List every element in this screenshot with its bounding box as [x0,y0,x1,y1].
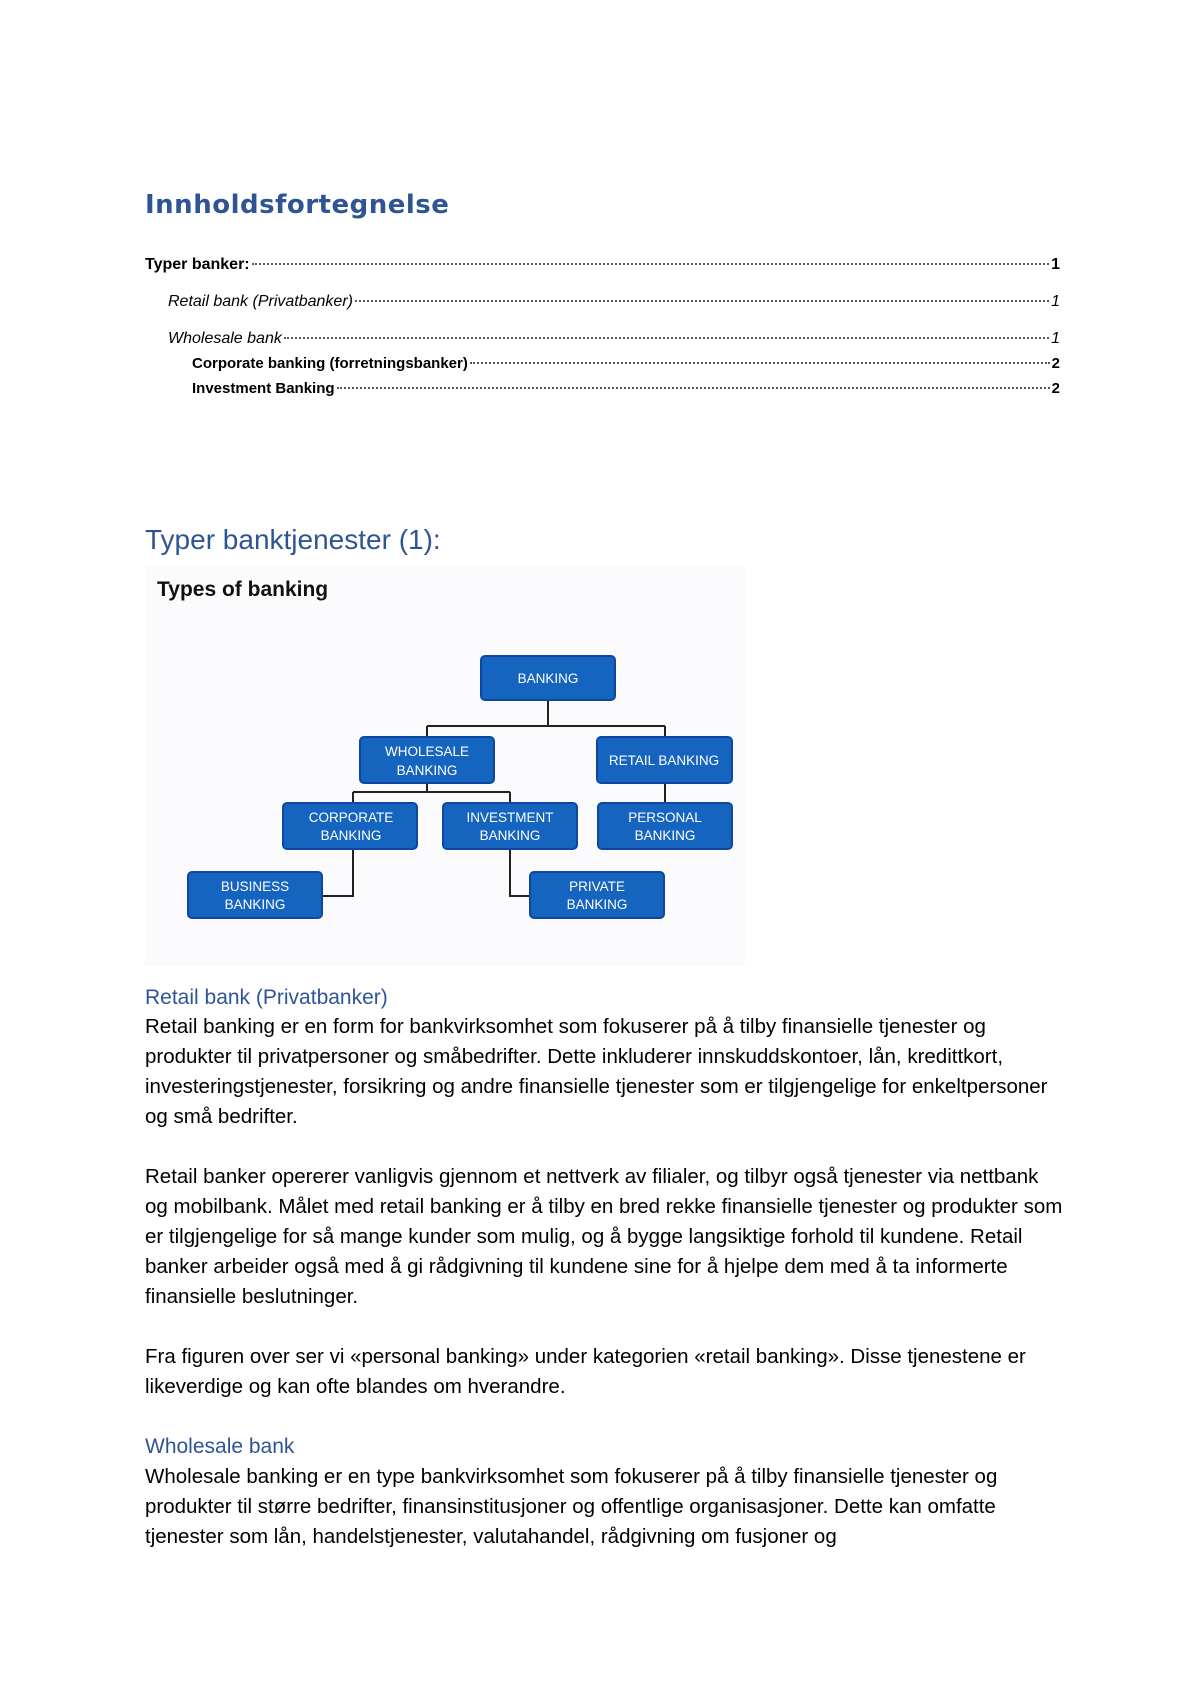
toc-entry-page: 1 [1051,256,1060,273]
node-investment-banking [443,803,577,849]
node-wholesale-banking [360,737,494,783]
node-business-banking [188,872,322,918]
toc-leader-dots [470,362,1050,364]
retail-paragraph-3: Fra figuren over ser vi «personal banking» under kategorien «retail banking». Disse tjenestene er likeverdige og kan ofte blandes om hverandre. [145,1345,1026,1398]
node-private-label-line1: PRIVATE [569,879,625,894]
node-wholesale-label-line2: BANKING [396,763,458,778]
toc-entry-page: 1 [1051,293,1060,310]
connector-corporate [320,850,353,896]
node-personal-label-line2: BANKING [634,828,696,843]
connector-banking [427,698,665,736]
node-investment-label-line1: INVESTMENT [466,810,554,825]
node-private-banking [530,872,664,918]
types-of-banking-figure [145,566,745,966]
node-corporate-label-line1: CORPORATE [308,810,394,825]
connector-lines [320,698,665,896]
toc-entry-title: Corporate banking (forretningsbanker) [192,355,468,372]
toc-leader-dots [252,263,1049,265]
toc-entry-page: 2 [1051,380,1060,397]
toc-entry-page: 2 [1051,355,1060,372]
toc-heading: Innholdsfortegnelse [145,190,450,220]
toc-entry-corporate-banking[interactable] [192,355,1060,372]
banking-hierarchy-diagram [145,566,745,966]
node-corporate-banking [283,803,417,849]
section-heading-typer-banktjenester: Typer banktjenester (1): [145,524,441,555]
toc-entry-page: 1 [1051,330,1060,347]
node-banking-label: BANKING [517,671,579,686]
toc-entry-title: Typer banker: [145,256,250,273]
figure-title: Types of banking [157,578,329,601]
toc-entry-wholesale-bank[interactable] [168,330,1060,348]
heading-retail-bank: Retail bank (Privatbanker) [145,986,388,1009]
node-retail-banking [597,737,732,783]
node-personal-label-line1: PERSONAL [628,810,702,825]
connector-investment [510,850,530,896]
toc-leader-dots [284,337,1049,339]
node-retail-label: RETAIL BANKING [608,753,720,768]
node-private-label-line2: BANKING [566,897,628,912]
node-banking [481,656,615,700]
node-corporate-label-line2: BANKING [320,828,382,843]
wholesale-paragraph-1: Wholesale banking er en type bankvirksomhet som fokuserer på å tilby finansielle tjenester og produkter til større bedrifter, finansinstitusjoner og offentlige organisasjoner. Dette kan omfatte tjenester som lån, handelstjenester, valutahandel, rådgivning om fusjoner og [145,1465,998,1548]
node-wholesale-label-line1: WHOLESALE [384,744,470,759]
toc-entry-title: Wholesale bank [168,330,282,347]
toc-entry-investment-banking[interactable] [192,380,1060,397]
toc-entry-title: Investment Banking [192,380,335,397]
toc-leader-dots [355,300,1049,302]
toc-entry-retail-bank[interactable] [168,293,1060,311]
toc-entry-title: Retail bank (Privatbanker) [168,293,353,310]
retail-paragraph-1: Retail banking er en form for bankvirksomhet som fokuserer på å tilby finansielle tjenester og produkter til privatpersoner og småbedrifter. Dette inkluderer innskuddskontoer, lån, kredittkort, investeringstjenester, forsikring og andre finansielle tjenester som er tilgjengelige for enkeltpersoner og små bedrifter. [145,1015,1048,1128]
toc-entry-typer-banker[interactable] [145,256,1060,274]
toc-leader-dots [337,387,1050,389]
heading-wholesale-bank: Wholesale bank [145,1435,295,1458]
node-business-label-line2: BANKING [224,897,286,912]
retail-paragraph-2: Retail banker opererer vanligvis gjennom et nettverk av filialer, og tilbyr også tjenester via nettbank og mobilbank. Målet med retail banking er å tilby en bred rekke finansielle tjenester og produkter som er tilgjengelige for så mange kunder som mulig, og å bygge langsiktige forhold til kundene. Retail banker arbeider også med å gi rådgivning til kundene sine for å hjelpe dem med å ta informerte finansielle beslutninger. [145,1165,1063,1308]
node-investment-label-line2: BANKING [479,828,541,843]
node-business-label-line1: BUSINESS [220,879,290,894]
node-personal-banking [598,803,732,849]
connector-wholesale [353,782,510,803]
